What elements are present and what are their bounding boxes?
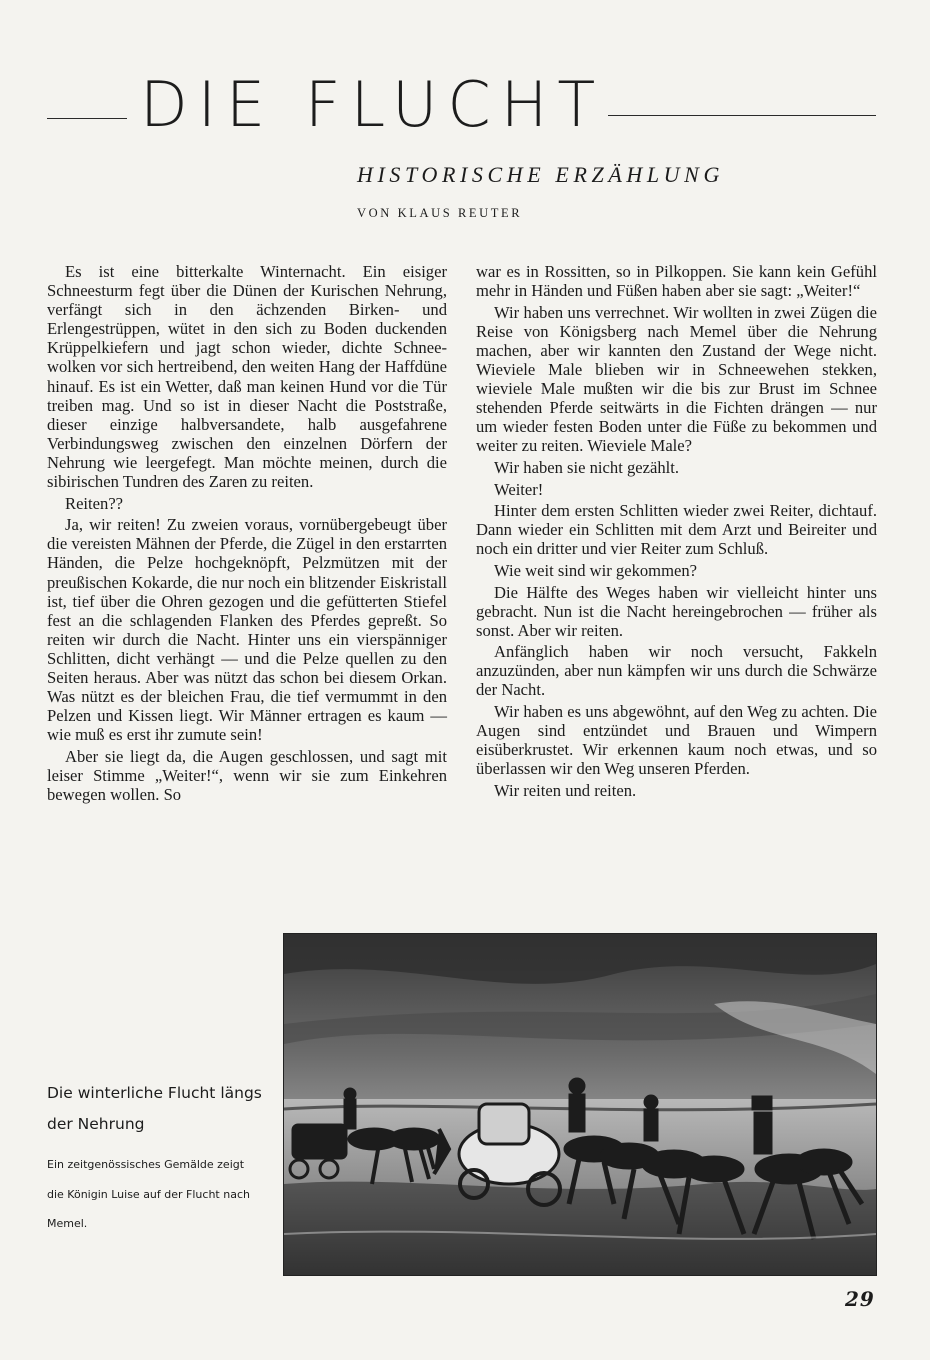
- paragraph: Wir reiten und reiten.: [494, 780, 637, 800]
- article-author: VON KLAUS REUTER: [357, 206, 523, 220]
- paragraph: Wir haben sie nicht gezählt.: [494, 457, 680, 477]
- figure-caption-text: Ein zeitgenössisches Gemälde zeigt die Königin Luise auf der Flucht nach Memel.: [47, 1158, 250, 1230]
- paragraph-continued: war es in Rossitten, so in Pilkoppen. Sie kann kein Gefühl mehr in Händen und Füßen haben aber sie sagt: „Weiter!“: [476, 262, 877, 301]
- paragraph: Reiten??: [65, 493, 124, 513]
- page-number: 29: [845, 1287, 875, 1311]
- figure-caption-title: Die winterliche Flucht längs der Nehrung: [47, 1084, 262, 1133]
- title-rule-left: [47, 118, 127, 119]
- paragraph: Wie weit sind wir gekommen?: [494, 560, 698, 580]
- page-title: DIE FLUCHT: [140, 68, 606, 141]
- paragraph: Ja, wir reiten! Zu zweien voraus, vornübergebeugt über die vereisten Mähnen der Pferde, die Zügel in den erstarrten Händen, die Pelze hochgeknöpft, Pelzmützen mit der preußischen Kokarde, die nur noch ein blitzender Eiskristall ist, tief über die Ohren gezogen und die gefütterten Stiefel fest an die schlagenden Flanken des Pferdes gepreßt. So reiten wir durch die Nacht. Hinter uns ein vierspänniger Schlitten, dicht verhängt — und die Pelze quellen zu den Seiten heraus. Aber was nützt das schon bei diesem Orkan. Was nützt es der bleichen Frau, die tief vermummt in den Pelzen und Kissen liegt. Wir Männer ertragen es kaum — wie muß es erst ihr zumute sein!: [47, 515, 447, 745]
- paragraph: Hinter dem ersten Schlitten wieder zwei Reiter, dichtauf. Dann wieder ein Schlitten mit dem Arzt und Beireiter und noch ein dritter und vier Reiter zum Schluß.: [476, 501, 877, 559]
- article-subtitle: HISTORISCHE ERZÄHLUNG: [357, 162, 724, 187]
- paragraph: Wir haben es uns abgewöhnt, auf den Weg zu achten. Die Augen sind entzündet und Brauen und Wimpern eisüberkrustet. Wir erkennen kaum noch etwas, und so überlassen wir den Weg unseren Pferden.: [476, 702, 877, 779]
- paragraph: Es ist eine bitterkalte Winternacht. Ein eisiger Schneesturm fegt über die Dünen der Kurischen Nehrung, verfängt sich in den ächzenden Birken- und Erlengestrüppen, wütet in den sich zu Boden duckenden Krüppelkiefern und jagt schon wieder, dichte Schneewolken vor sich hertreibend, den weiten Hang der Haffdüne hinauf. Es ist ein Wetter, daß man keinen Hund vor die Tür treiben mag. Und so ist in dieser Nacht die Poststraße, dieser einzige halbversandete, halb ausgefahrene Verbindungsweg zwischen den einzelnen Dörfern der Nehrung wie leergefegt. Man möchte meinen, durch die sibirischen Tundren des Zaren zu reiten.: [47, 262, 447, 492]
- article-column-left: [47, 262, 447, 807]
- paragraph: Die Hälfte des Weges haben wir vielleicht hinter uns gebracht. Nun ist die Nacht hereingebrochen — früher als sonst. Aber wir reiten.: [476, 582, 877, 640]
- painting-image: [283, 933, 877, 1276]
- paragraph: Anfänglich haben wir noch versucht, Fakkeln anzuzünden, aber nun kämpfen wir uns durch die Schwärze der Nacht.: [476, 642, 877, 700]
- title-rule-right: [608, 115, 876, 116]
- article-column-right: [476, 262, 877, 803]
- painting-sleigh-icon: [284, 934, 876, 1275]
- paragraph: Wir haben uns verrechnet. Wir wollten in zwei Zügen die Reise von Königsberg nach Memel über die Nehrung machen, aber wir kannten den Zustand der Wege nicht. Wieviele Male blieben wir in Schneewehen stekken, wieviele Male mußten wir die bis zur Brust im Schnee stehenden Pferde seitwärts in die Fichten drängen — nur um wieder festen Boden unter die Füße zu bekommen und weiter zu reiten. Wieviele Male?: [476, 302, 877, 456]
- paragraph: Weiter!: [494, 479, 544, 499]
- paragraph: Aber sie liegt da, die Augen geschlossen, und sagt mit leiser Stimme „Weiter!“, wenn wir sie zum Einkehren bewegen wollen. So: [47, 746, 447, 805]
